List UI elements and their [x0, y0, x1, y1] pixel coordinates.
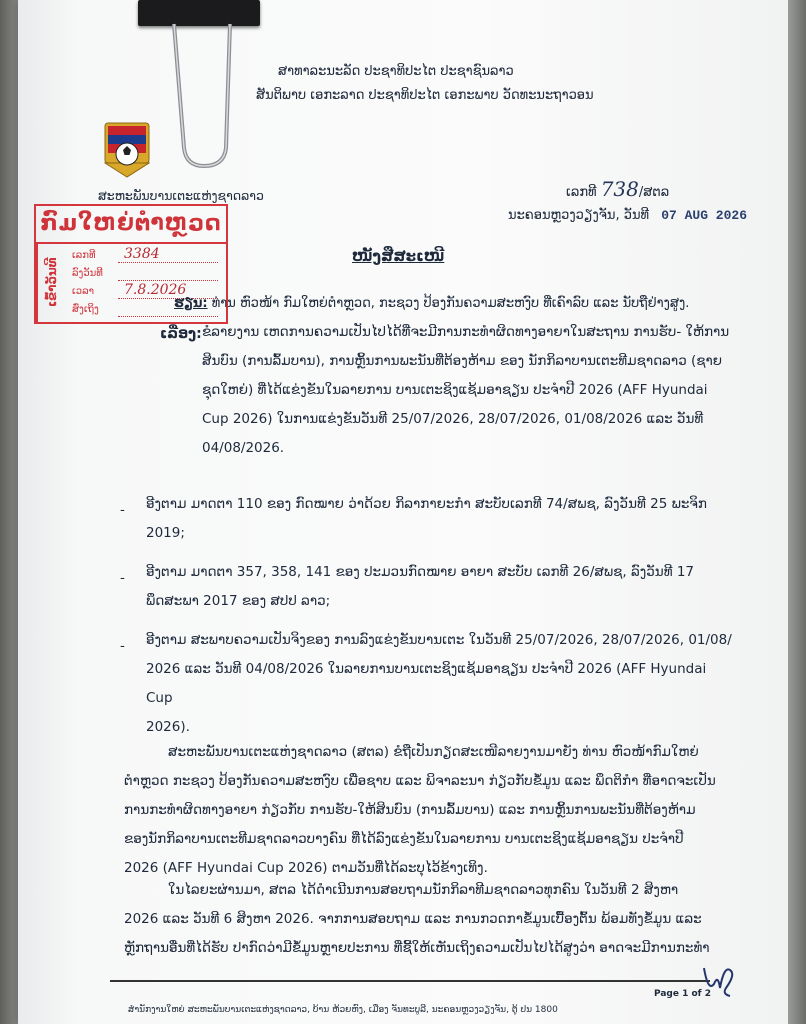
- national-motto: ສັນຕິພາບ ເອກະລາດ ປະຊາທິປະໄຕ ເອກະພາບ ວັດທະນະຖາວອນ: [256, 88, 594, 103]
- body-line: 2026 ແລະ ວັນທີ 6 ສິງຫາ 2026. ຈາກການສອບຖາມ ແລະ ການກວດກາຂໍ້ມູນເບື້ອງຕົ້ນ ພ້ອມທັງຂໍ້ມູນ ແລະ: [124, 911, 702, 927]
- reference-item: [146, 490, 726, 548]
- stamp-row-label: ສົ່ງເຖິງ: [72, 304, 99, 315]
- reference-bullet: -: [120, 502, 125, 518]
- stamp-row-value: 3384: [124, 246, 160, 262]
- reference-line: ພຶດສະພາ 2017 ຂອງ ສປປ ລາວ;: [146, 593, 331, 609]
- subject-line: ຊຸດໃຫຍ່) ທີ່ໄດ້ແຂ່ງຂັນໃນລາຍການ ບານເຕະຊິງແຊ້ມອາຊຽນ ປະຈຳປີ 2026 (AFF Hyundai: [202, 382, 708, 398]
- reference-line: 2019;: [146, 525, 185, 541]
- stamp-row-label: ລົງວັນທີ: [72, 268, 103, 279]
- subject-line: Cup 2026) ໃນການແຂ່ງຂັນວັນທີ 25/07/2026, 28/07/2026, 01/08/2026 ແລະ ວັນທີ: [202, 411, 704, 427]
- place-date-text: ນະຄອນຫຼວງວຽງຈັນ, ວັນທີ: [508, 208, 650, 223]
- federation-emblem-icon: [104, 122, 150, 178]
- body-line: ຂອງນັກກິລາບານເຕະທີມຊາດລາວບາງຄົນ ທີ່ໄດ້ລົງແຂ່ງຂັນໃນລາຍການ ບານເຕະຊິງແຊ້ມອາຊຽນ ປະຈຳປີ: [124, 831, 684, 847]
- reference-line: 2026).: [146, 719, 190, 735]
- reference-item: [146, 626, 736, 742]
- reference-bullet: -: [120, 570, 125, 586]
- doc-number: [566, 177, 670, 201]
- body-line: ຕຳຫຼວດ ກະຊວງ ປ້ອງກັນຄວາມສະຫງົບ ເພື່ອຊາບ ແລະ ພິຈາລະນາ ກ່ຽວກັບຂໍ້ມູນ ແລະ ພຶດຕິກຳ ທີ່ອາດຈະເປັນ: [124, 773, 716, 789]
- stamp-row-value: 7.8.2026: [124, 282, 187, 298]
- subject-line: ສິນບົນ (ການລົ້ມບານ), ການຫຼິ້ນການພະນັນທີ່ຕ້ອງຫ້າມ ຂອງ ນັກກິລາບານເຕະທີມຊາດລາວ (ຊາຍ: [202, 353, 723, 369]
- photo-background-right: [788, 0, 806, 1024]
- body-line: ໃນໄລຍະຜ່ານມາ, ສຕລ ໄດ້ດຳເນີນການສອບຖາມນັກກິລາທີມຊາດລາວທຸກຄົນ ໃນວັນທີ 2 ສິງຫາ: [168, 882, 679, 898]
- stamp-row: [66, 264, 224, 284]
- body-line: ຫຼັກຖານອື່ນທີ່ໄດ້ຮັບ ປາກົດວ່າມີຂໍ້ມູນຫຼາຍປະການ ທີ່ຊີ້ໃຫ້ເຫັນເຖິງຄວາມເປັນໄປໄດ້ສູງວ່າ ອາດຈະມີການກະທຳ: [124, 940, 710, 956]
- stamp-title: ກົມໃຫຍ່ຕຳຫຼວດ: [36, 206, 226, 244]
- reference-line: ອີງຕາມ ມາດຕາ 357, 358, 141 ຂອງ ປະມວນກົດໝາຍ ອາຍາ ສະບັບ ເລກທີ 26/ສພຊ, ລົງວັນທີ 17: [146, 564, 695, 580]
- subject-line: ຂໍລາຍງານ ເຫດການຄວາມເປັນໄປໄດ້ທີ່ຈະມີການກະທຳຜິດທາງອາຍາໃນສະຖານ ການຮັບ- ໃຫ້ການ: [202, 324, 730, 340]
- footer-divider: [110, 980, 710, 982]
- recipient-line: [174, 296, 689, 312]
- stamp-row-label: ເລກທີ: [72, 250, 96, 261]
- recipient-text: ທ່ານ ຫົວໜ້າ ກົມໃຫຍ່ຕຳຫຼວດ, ກະຊວງ ປ້ອງກັນຄວາມສະຫງົບ ທີ່ເຄົາລົບ ແລະ ນັບຖືຢ່າງສູງ.: [211, 296, 690, 311]
- date-stamp: 07 AUG 2026: [661, 208, 748, 223]
- reference-line: ອີງຕາມ ມາດຕາ 110 ຂອງ ກົດໝາຍ ວ່າດ້ວຍ ກິລາກາຍະກຳ ສະບັບເລກທີ 74/ສພຊ, ລົງວັນທີ 25 ພະຈິກ: [146, 496, 707, 512]
- doc-number-label: ເລກທີ: [566, 185, 597, 200]
- reference-bullet: -: [120, 638, 125, 654]
- subject-label: ເລື່ອງ:: [160, 326, 202, 342]
- body-line: 2026 (AFF Hyundai Cup 2026) ຕາມວັນທີ່ໄດ້ລະບຸໄວ້ຂ້າງເທິງ.: [124, 860, 488, 876]
- footer-address: ສຳນັກງານໃຫຍ່ ສະຫະພັນບານເຕະແຫ່ງຊາດລາວ, ບ້ານ ຫ້ວຍຫົງ, ເມືອງ ຈັນທະບູລີ, ນະຄອນຫຼວງວຽງຈັນ, ຕູ້ ປນ 1800: [128, 1005, 558, 1015]
- reference-line: ອີງຕາມ ສະພາບຄວາມເປັນຈິງຂອງ ການລົງແຂ່ງຂັນບານເຕະ ໃນວັນທີ 25/07/2026, 28/07/2026, 01/08/: [146, 632, 732, 648]
- recipient-label: ຮຽນ:: [174, 296, 208, 311]
- subject-line: 04/08/2026.: [202, 440, 285, 456]
- document-title: ໜັງສືສະເໜີ: [352, 247, 445, 265]
- republic-header: ສາທາລະນະລັດ ປະຊາທິປະໄຕ ປະຊາຊົນລາວ: [278, 64, 514, 79]
- binder-clip-wire-icon: [168, 20, 236, 168]
- place-date: [508, 208, 747, 224]
- reference-item: [146, 558, 726, 616]
- body-paragraph-2: [124, 876, 744, 963]
- photo-background-left: [0, 0, 18, 1024]
- reference-line: 2026 ແລະ ວັນທີ 04/08/2026 ໃນລາຍການບານເຕະຊິງແຊ້ມອາຊຽນ ປະຈຳປີ 2026 (AFF Hyundai Cup: [146, 661, 707, 706]
- doc-number-value: 738: [600, 177, 639, 201]
- stamp-row: [66, 246, 224, 266]
- stamp-side-label: ເຂົ້າວັນທີ: [36, 242, 66, 322]
- page-indicator: Page 1 of 2: [654, 989, 711, 999]
- signature-initials-icon: [700, 958, 740, 998]
- body-line: ສະຫະພັນບານເຕະແຫ່ງຊາດລາວ (ສຕລ) ຂໍຖືເປັນກຽດສະເໜີລາຍງານມາຍັງ ທ່ານ ຫົວໜ້າກົມໃຫຍ່: [168, 744, 699, 760]
- organization-name: ສະຫະພັນບານເຕະແຫ່ງຊາດລາວ: [98, 188, 264, 203]
- body-line: ການກະທຳຜິດທາງອາຍາ ກ່ຽວກັບ ການຮັບ-ໃຫ້ສິນບົນ (ການລົ້ມບານ) ແລະ ການຫຼິ້ນການພະນັນທີ່ຕ້ອງຫ້າມ: [124, 802, 696, 818]
- body-paragraph-1: [124, 738, 744, 883]
- doc-number-suffix: /ສຕລ: [638, 185, 670, 200]
- subject-text: [202, 318, 732, 463]
- stamp-row-label: ເວລາ: [72, 286, 94, 297]
